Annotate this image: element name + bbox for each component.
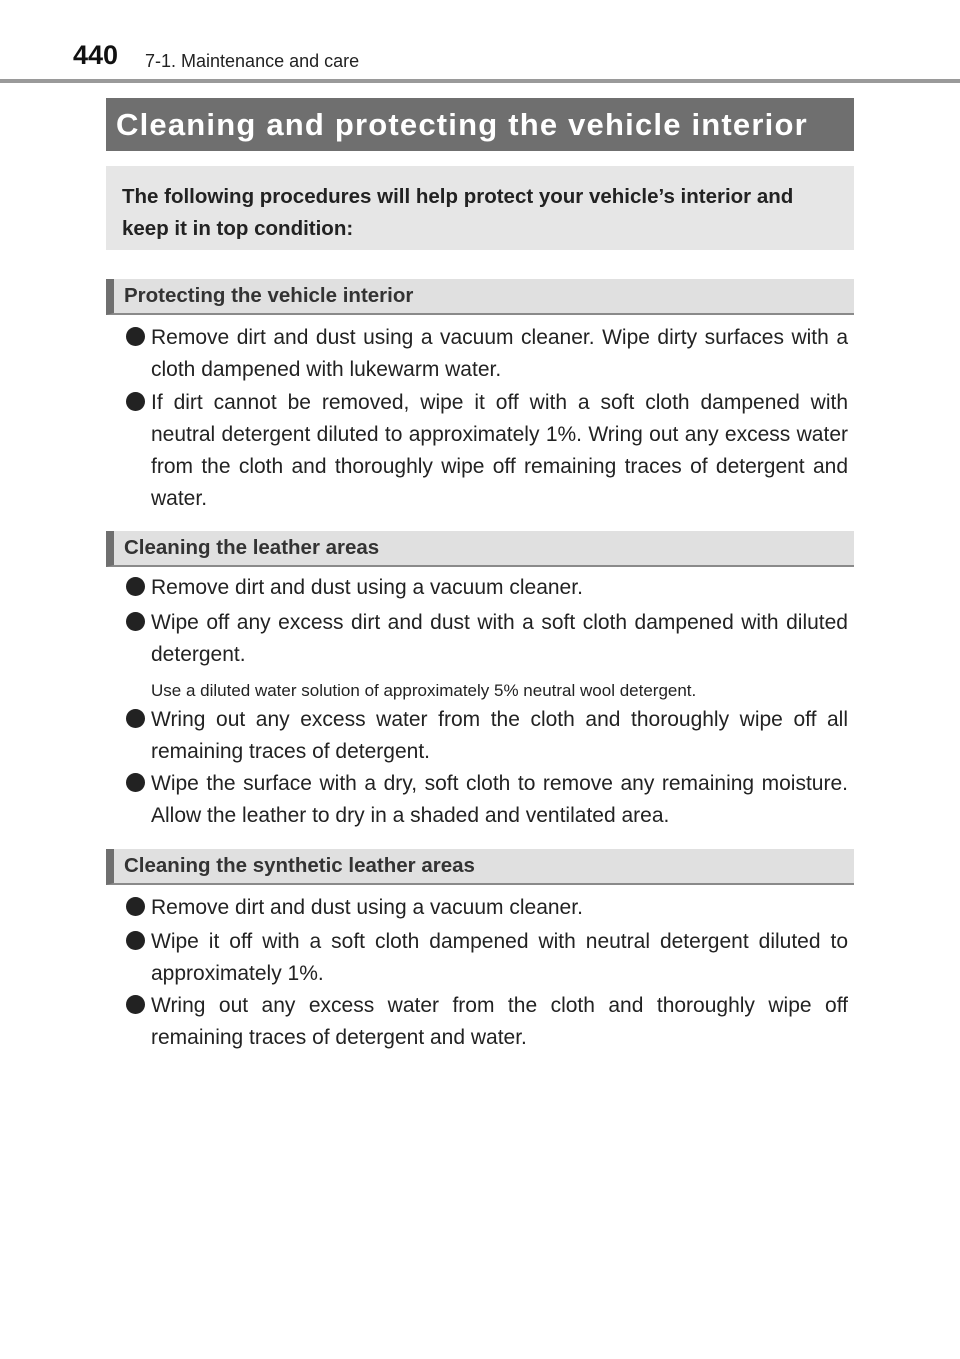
list-item-text: Remove dirt and dust using a vacuum cleaner. bbox=[151, 576, 583, 599]
page-title-bar bbox=[106, 98, 854, 151]
intro-text: The following procedures will help protect your vehicle’s interior and keep it in top condition: bbox=[122, 185, 794, 240]
bullet-icon bbox=[126, 897, 145, 916]
list-item bbox=[126, 572, 848, 604]
note-text: Use a diluted water solution of approximately 5% neutral wool detergent. bbox=[151, 681, 697, 700]
bullet-icon bbox=[126, 392, 145, 411]
list-item-text: Wring out any excess water from the cloth and thoroughly wipe off remaining traces of detergent and water. bbox=[151, 994, 848, 1049]
section-title: Protecting the vehicle interior bbox=[124, 284, 414, 307]
list-item-text: Wipe it off with a soft cloth dampened with neutral detergent diluted to approximately 1%. bbox=[151, 930, 848, 985]
list-item bbox=[126, 926, 848, 990]
bullet-icon bbox=[126, 709, 145, 728]
list-item-text: Wring out any excess water from the cloth and thoroughly wipe off all remaining traces of detergent. bbox=[151, 708, 848, 763]
section-title: Cleaning the synthetic leather areas bbox=[124, 854, 475, 877]
section-title: Cleaning the leather areas bbox=[124, 536, 380, 559]
list-item bbox=[126, 892, 848, 924]
list-item-text: Remove dirt and dust using a vacuum cleaner. bbox=[151, 896, 583, 919]
header-divider bbox=[0, 79, 960, 83]
list-item-text: Wipe off any excess dirt and dust with a soft cloth dampened with diluted detergent. bbox=[151, 611, 848, 666]
list-item-text: Wipe the surface with a dry, soft cloth to remove any remaining moisture. Allow the leather to dry in a shaded and ventilated area. bbox=[151, 772, 848, 827]
section-heading-synthetic-leather bbox=[106, 849, 854, 885]
intro-box bbox=[106, 166, 854, 250]
list-item-text: Remove dirt and dust using a vacuum cleaner. Wipe dirty surfaces with a cloth dampened with lukewarm water. bbox=[151, 326, 848, 381]
list-item bbox=[126, 768, 848, 832]
list-item bbox=[126, 322, 848, 386]
section-heading-leather bbox=[106, 531, 854, 567]
bullet-icon bbox=[126, 773, 145, 792]
bullet-icon bbox=[126, 327, 145, 346]
chapter-label: 7-1. Maintenance and care bbox=[145, 51, 360, 71]
list-item bbox=[126, 387, 848, 515]
list-item bbox=[126, 704, 848, 768]
bullet-icon bbox=[126, 931, 145, 950]
list-item bbox=[126, 990, 848, 1054]
bullet-icon bbox=[126, 995, 145, 1014]
list-item-text: If dirt cannot be removed, wipe it off with a soft cloth dampened with neutral detergent diluted to approximately 1%. Wring out any excess water from the cloth and thoroughly wipe off remaining traces of detergent and water. bbox=[151, 391, 848, 510]
page-title: Cleaning and protecting the vehicle interior bbox=[116, 106, 808, 142]
bullet-icon bbox=[126, 612, 145, 631]
list-item bbox=[126, 607, 848, 671]
bullet-icon bbox=[126, 577, 145, 596]
page-number: 440 bbox=[73, 40, 119, 70]
section-heading-protecting bbox=[106, 279, 854, 315]
page-header bbox=[0, 0, 960, 84]
